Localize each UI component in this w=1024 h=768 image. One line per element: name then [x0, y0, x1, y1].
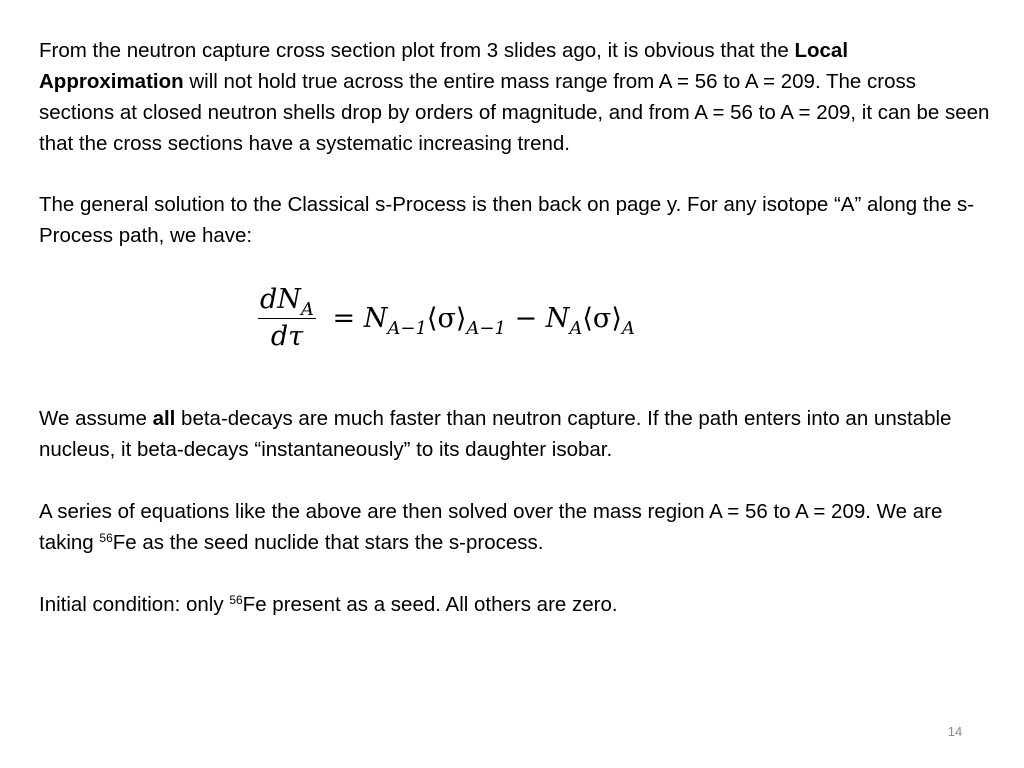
term2-sub: A	[569, 318, 583, 339]
term2-sigma: ⟨σ⟩	[582, 303, 622, 334]
p3-text-end: beta-decays are much faster than neutron capture. If the path enters into an unstable nucleus, it beta-decays “instantaneously” to its daughter isobar.	[39, 407, 952, 461]
p5-text-start: Initial condition: only	[39, 593, 230, 616]
term1-sigma: ⟨σ⟩	[426, 303, 467, 334]
term1-sub: A−1	[387, 318, 427, 339]
page-number: 14	[947, 724, 963, 739]
term2-sigma-sub: A	[621, 318, 635, 339]
numerator-sub: A	[300, 299, 314, 320]
s-process-equation	[258, 282, 635, 355]
p5-mass-number: 56	[229, 593, 243, 607]
denominator-text: dτ	[270, 321, 304, 352]
p1-text-start: From the neutron capture cross section plot from 3 slides ago, it is obvious that the	[39, 39, 795, 62]
numerator-d: d	[260, 284, 278, 315]
paragraph-beta-decay-assumption	[39, 403, 994, 465]
p1-bold-term: Local Approximation	[39, 39, 849, 93]
paragraph-initial-condition	[39, 589, 994, 620]
p1-text-end: will not hold true across the entire mass range from A = 56 to A = 209. The cross sections at closed neutron shells drop by orders of magnitude, and from A = 56 to A = 209, it can be seen that the cross sections have a systematic increasing trend.	[39, 70, 990, 155]
paragraph-general-solution	[39, 189, 994, 251]
equals-sign: =	[332, 303, 356, 334]
p4-text-start: A series of equations like the above are then solved over the mass region A = 56 to A = 209. We are taking	[39, 500, 943, 554]
equation-denominator	[258, 319, 316, 355]
term1-var: N	[363, 303, 388, 334]
p2-text: The general solution to the Classical s-Process is then back on page y. For any isotope “A” along the s-Process path, we have:	[39, 193, 975, 247]
term2-var: N	[545, 303, 570, 334]
equation-numerator	[258, 282, 316, 319]
p3-text-start: We assume	[39, 407, 153, 430]
equation-fraction	[258, 282, 316, 355]
minus-sign: −	[514, 303, 538, 334]
paragraph-local-approximation	[39, 35, 994, 159]
numerator-var: N	[277, 284, 301, 315]
equation-rhs	[332, 303, 635, 339]
p3-bold-term: all	[152, 407, 176, 430]
term1-sigma-sub: A−1	[466, 318, 506, 339]
p4-text-end: Fe as the seed nuclide that stars the s-process.	[112, 531, 544, 554]
p5-text-end: Fe present as a seed. All others are zero.	[242, 593, 618, 616]
paragraph-series-of-equations	[39, 496, 994, 558]
p4-mass-number: 56	[99, 531, 113, 545]
